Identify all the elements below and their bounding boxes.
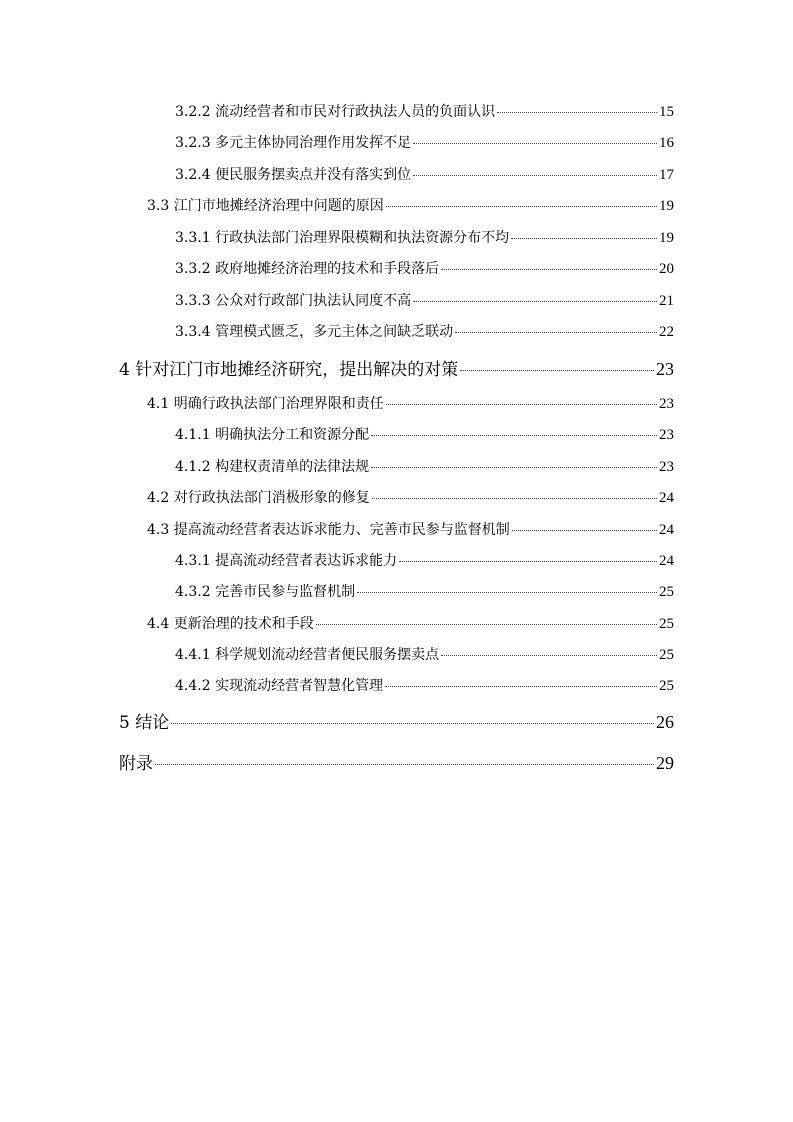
toc-entry-title: 4.3.1 提高流动经营者表达诉求能力 — [175, 553, 398, 569]
toc-entry-4-3-2[interactable] — [175, 581, 674, 601]
toc-entry-title: 4.1.2 构建权责清单的法律法规 — [175, 459, 370, 475]
toc-page-number: 19 — [659, 230, 674, 246]
toc-page-number: 16 — [659, 135, 674, 151]
toc-entry-3-2-3[interactable] — [175, 132, 674, 152]
dot-leader — [441, 655, 657, 656]
toc-page-number: 25 — [659, 678, 674, 694]
toc-page-number: 17 — [659, 167, 674, 183]
toc-entry-3-3-3[interactable] — [175, 290, 674, 310]
toc-entry-3-3-4[interactable] — [175, 321, 674, 341]
toc-page-number: 15 — [659, 104, 674, 120]
toc-entry-3-2-2[interactable] — [175, 101, 674, 121]
toc-page-number: 29 — [656, 753, 674, 773]
dot-leader — [371, 435, 657, 436]
toc-entry-title: 3.3.2 政府地摊经济治理的技术和手段落后 — [175, 261, 440, 277]
toc-entry-title: 3.3.4 管理模式匮乏，多元主体之间缺乏联动 — [175, 324, 454, 340]
toc-entry-title: 4.2 对行政执法部门消极形象的修复 — [147, 490, 370, 506]
toc-entry-title: 3.2.3 多元主体协同治理作用发挥不足 — [175, 135, 412, 151]
toc-entry-appendix[interactable] — [119, 749, 674, 773]
toc-entry-4-3[interactable] — [147, 519, 674, 539]
toc-entry-title: 4 针对江门市地摊经济研究，提出解决的对策 — [119, 360, 459, 380]
toc-entry-title: 4.3.2 完善市民参与监督机制 — [175, 584, 356, 600]
toc-entry-3-3-1[interactable] — [175, 227, 674, 247]
toc-page-number: 23 — [659, 396, 674, 412]
toc-entry-chapter-5[interactable] — [119, 708, 674, 732]
dot-leader — [316, 624, 657, 625]
toc-entry-chapter-4[interactable] — [119, 355, 674, 379]
toc-page-number: 24 — [659, 522, 674, 538]
toc-page-number: 19 — [659, 198, 674, 214]
toc-page-number: 25 — [659, 647, 674, 663]
dot-leader — [386, 206, 657, 207]
toc-entry-title: 3.3.3 公众对行政部门执法认同度不高 — [175, 293, 412, 309]
toc-entry-title: 4.4 更新治理的技术和手段 — [147, 616, 314, 632]
toc-entry-4-2[interactable] — [147, 487, 674, 507]
toc-entry-title: 4.1.1 明确执法分工和资源分配 — [175, 427, 370, 443]
dot-leader — [441, 269, 657, 270]
toc-entry-4-4-2[interactable] — [175, 675, 674, 695]
toc-entry-4-1[interactable] — [147, 393, 674, 413]
toc-page-number: 26 — [656, 712, 674, 732]
toc-entry-4-1-1[interactable] — [175, 424, 674, 444]
toc-page-number: 23 — [659, 459, 674, 475]
toc-page-number: 23 — [659, 427, 674, 443]
dot-leader — [386, 404, 657, 405]
toc-entry-title: 4.4.2 实现流动经营者智慧化管理 — [175, 678, 384, 694]
dot-leader — [372, 498, 657, 499]
dot-leader — [357, 592, 657, 593]
toc-page-number: 24 — [659, 553, 674, 569]
toc-entry-title: 4.3 提高流动经营者表达诉求能力、完善市民参与监督机制 — [147, 522, 510, 538]
dot-leader — [413, 301, 657, 302]
toc-entry-title: 3.3 江门市地摊经济治理中问题的原因 — [147, 198, 384, 214]
toc-entry-3-3-2[interactable] — [175, 258, 674, 278]
toc-page-number: 23 — [656, 359, 674, 379]
toc-entry-title: 3.2.2 流动经营者和市民对行政执法人员的负面认识 — [175, 104, 496, 120]
toc-entry-3-2-4[interactable] — [175, 164, 674, 184]
dot-leader — [171, 723, 654, 724]
dot-leader — [399, 561, 657, 562]
toc-page-number: 21 — [659, 293, 674, 309]
toc-entry-title: 4.4.1 科学规划流动经营者便民服务摆卖点 — [175, 647, 440, 663]
dot-leader — [455, 332, 657, 333]
toc-entry-3-3[interactable] — [147, 195, 674, 215]
toc-page-number: 25 — [659, 616, 674, 632]
toc-entry-title: 5 结论 — [119, 713, 170, 733]
dot-leader — [511, 238, 657, 239]
toc-entry-title: 3.3.1 行政执法部门治理界限模糊和执法资源分布不均 — [175, 230, 510, 246]
toc-entry-title: 附录 — [119, 754, 153, 774]
toc-entry-title: 3.2.4 便民服务摆卖点并没有落实到位 — [175, 167, 412, 183]
dot-leader — [155, 764, 654, 765]
dot-leader — [512, 530, 657, 531]
dot-leader — [413, 175, 657, 176]
toc-page-number: 24 — [659, 490, 674, 506]
toc-entry-4-3-1[interactable] — [175, 550, 674, 570]
dot-leader — [497, 112, 657, 113]
dot-leader — [385, 686, 657, 687]
toc-entry-4-1-2[interactable] — [175, 456, 674, 476]
dot-leader — [371, 467, 657, 468]
toc-page-number: 25 — [659, 584, 674, 600]
toc-page-number: 20 — [659, 261, 674, 277]
toc-entry-4-4-1[interactable] — [175, 644, 674, 664]
dot-leader — [413, 143, 657, 144]
toc-entry-4-4[interactable] — [147, 613, 674, 633]
toc-page-number: 22 — [659, 324, 674, 340]
dot-leader — [460, 370, 654, 371]
toc-entry-title: 4.1 明确行政执法部门治理界限和责任 — [147, 396, 384, 412]
